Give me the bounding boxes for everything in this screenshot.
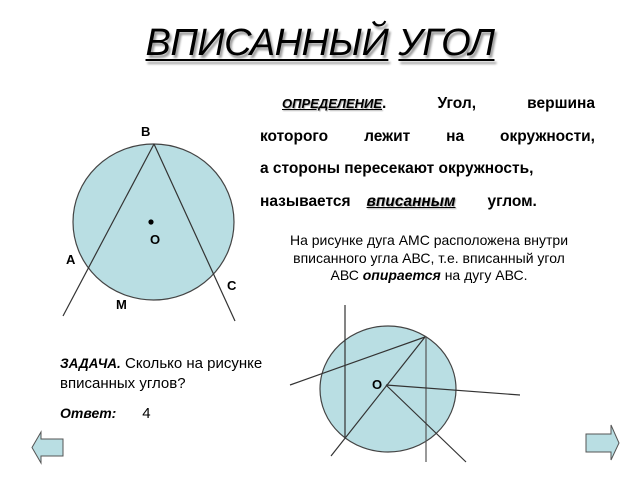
definition-text: углом. <box>487 192 537 210</box>
back-arrow-icon[interactable] <box>32 432 63 463</box>
label-o: О <box>150 232 161 247</box>
task-question: Сколько на рисунке вписанных углов? <box>60 355 263 392</box>
label-c: С <box>227 278 237 293</box>
note-text: На рисунке дуга АМС расположена внутри вписанного угла АВС, т.е. вписанный угол АВС <box>289 232 569 283</box>
definition-word: окружности, <box>500 127 595 145</box>
center-point <box>148 219 153 224</box>
label-o-2: О <box>372 377 383 392</box>
definition-word: лежит <box>364 127 411 145</box>
task-label: ЗАДАЧА. <box>60 356 121 371</box>
title-word-inscribed: ВПИСАННЫЙ <box>145 22 389 64</box>
label-b: В <box>141 124 151 139</box>
label-m: М <box>116 297 127 312</box>
definition-term: ОПРЕДЕЛЕНИЕ <box>282 96 383 111</box>
answer-label: Ответ: <box>60 405 117 421</box>
answer-block <box>60 405 151 422</box>
definition-period: . <box>382 95 387 112</box>
definition-word: вершина <box>527 95 595 112</box>
label-a: А <box>66 252 76 267</box>
forward-arrow-icon[interactable] <box>586 425 619 460</box>
inscribed-angle-diagram <box>63 144 235 321</box>
task-block <box>60 354 320 394</box>
definition-word: Угол, <box>437 95 477 112</box>
definition-word: на <box>446 127 465 145</box>
definition-text: а стороны пересекают окружность, <box>260 160 534 177</box>
definition-text: называется <box>260 192 351 210</box>
answer-value: 4 <box>142 405 151 422</box>
task-diagram <box>290 305 520 462</box>
note-emphasis: опирается <box>362 267 441 283</box>
definition-key-term: вписанным <box>366 192 456 210</box>
title-word-angle: УГОЛ <box>398 22 495 64</box>
definition-word: которого <box>260 127 329 145</box>
note-text: на дугу АВС. <box>444 267 528 283</box>
